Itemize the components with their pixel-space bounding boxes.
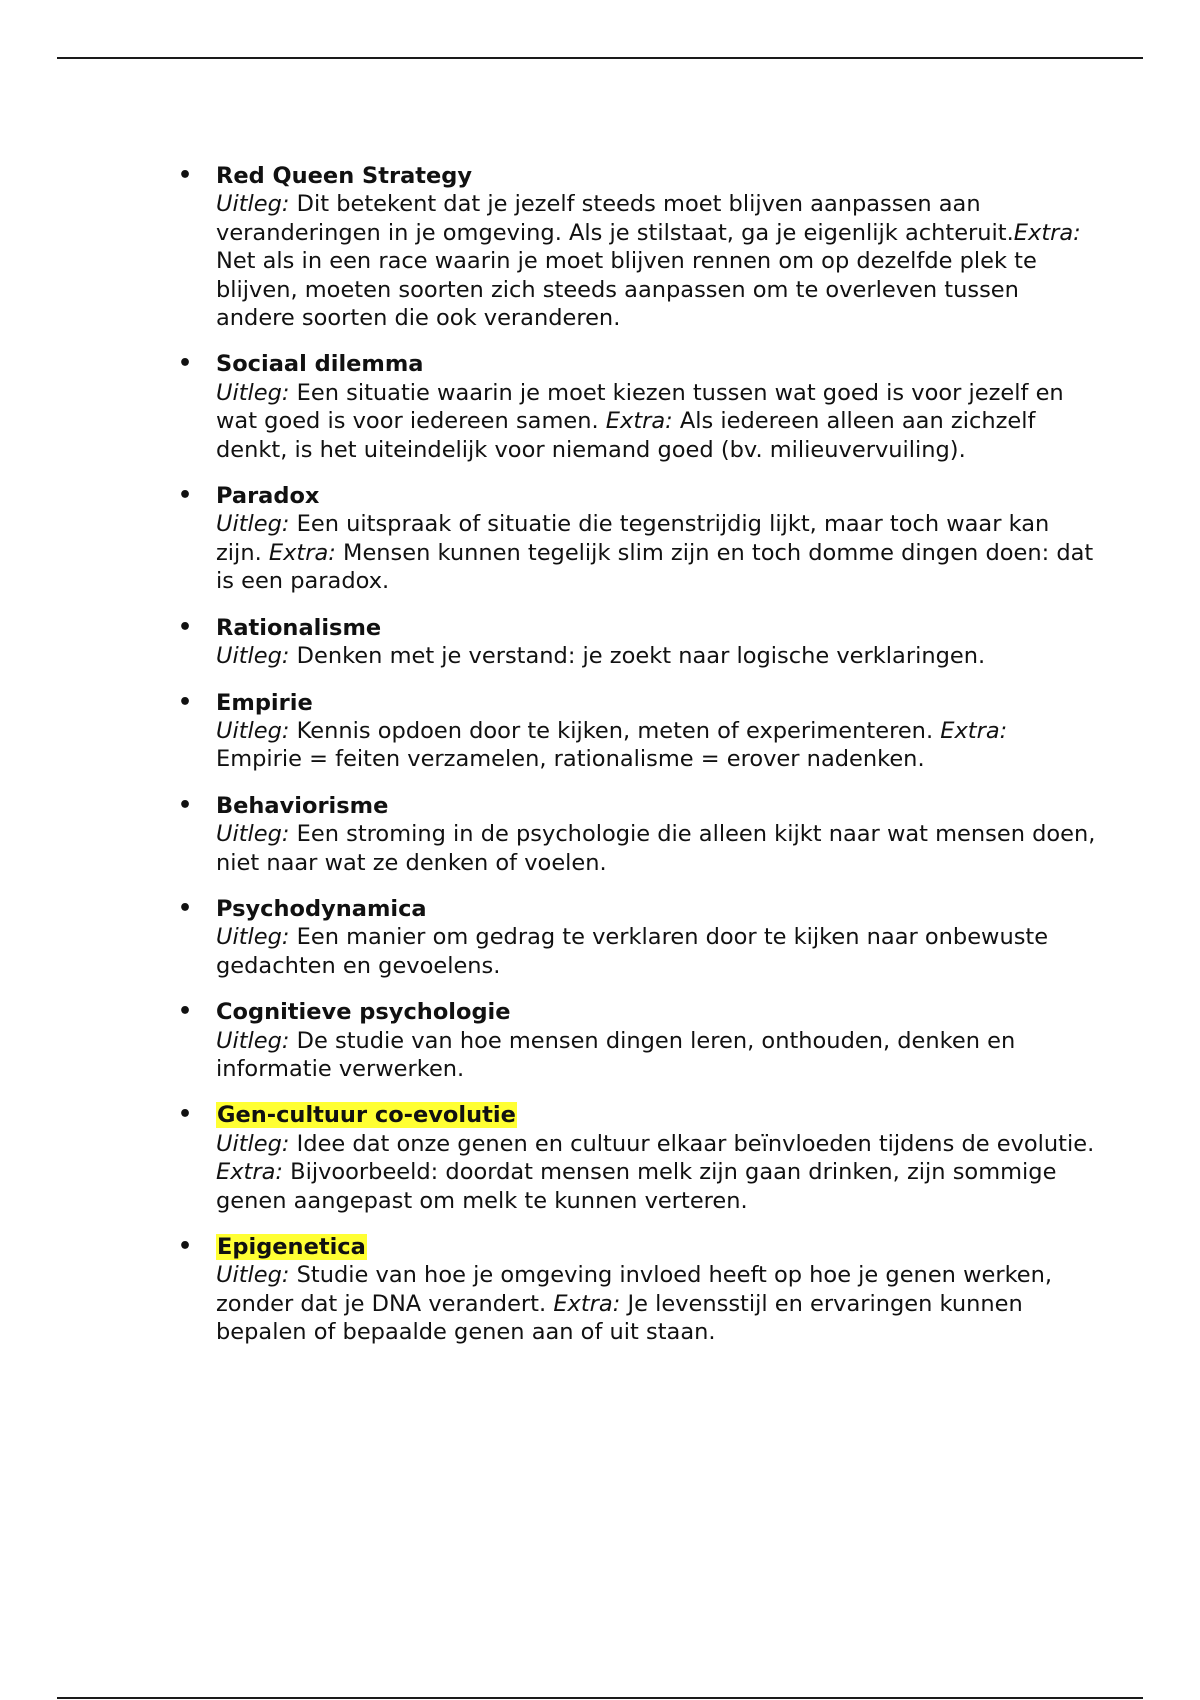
bullet-icon: • [178, 1234, 193, 1259]
uitleg-text: Studie van hoe je omgeving invloed heeft op hoe je genen werken, zonder dat je DNA verandert. [216, 1262, 1060, 1317]
uitleg-label: Uitleg: [216, 643, 290, 670]
header-rule [57, 57, 1143, 59]
bullet-icon: • [178, 163, 193, 188]
list-item [178, 162, 1096, 332]
extra-text: Net als in een race waarin je moet blijven rennen om op dezelfde plek te blijven, moeten soorten zich steeds aanpassen om te overleven tussen andere soorten die ook veranderen. [216, 219, 1088, 332]
extra-label: Extra: [553, 1290, 621, 1317]
term-heading: Empirie [216, 689, 313, 716]
uitleg-text: Een uitspraak of situatie die tegenstrijdig lijkt, maar toch waar kan zijn. [216, 511, 1057, 566]
bullet-icon: • [178, 689, 193, 715]
bullet-icon: • [178, 351, 193, 377]
list-item [178, 895, 1096, 980]
uitleg-label: Uitleg: [216, 1130, 290, 1157]
uitleg-text: Idee dat onze genen en cultuur elkaar beïnvloeden tijdens de evolutie. [289, 1130, 1102, 1157]
term-heading: Epigenetica [217, 1234, 366, 1260]
uitleg-text: Een manier om gedrag te verklaren door te kijken naar onbewuste gedachten en gevoelens. [216, 924, 1056, 979]
glossary-list [178, 162, 1103, 1365]
list-item [178, 482, 1101, 596]
term-heading: Cognitieve psychologie [216, 999, 511, 1026]
term-heading: Rationalisme [216, 614, 382, 641]
uitleg-text: Denken met je verstand: je zoekt naar logische verklaringen. [289, 643, 986, 670]
extra-text: Je levensstijl en ervaringen kunnen bepalen of bepaalde genen aan of uit staan. [216, 1290, 1030, 1346]
list-item [178, 792, 1103, 877]
uitleg-label: Uitleg: [216, 191, 290, 218]
extra-label: Extra: [605, 408, 673, 435]
list-item [178, 614, 1096, 671]
uitleg-text: Een situatie waarin je moet kiezen tussen wat goed is voor jezelf en wat goed is voor iedereen samen. [216, 379, 1071, 435]
term-heading: Red Queen Strategy [216, 163, 473, 189]
extra-label: Extra: [216, 1159, 283, 1186]
term-heading: Sociaal dilemma [216, 351, 424, 378]
bullet-icon: • [178, 483, 193, 509]
term-heading: Gen-cultuur co-evolutie [217, 1102, 516, 1129]
term-heading: Psychodynamica [216, 895, 427, 922]
bullet-icon: • [178, 1102, 193, 1128]
uitleg-text: Een stroming in de psychologie die alleen kijkt naar wat mensen doen, niet naar wat ze denken of voelen. [216, 821, 1103, 876]
list-item [178, 689, 1096, 774]
term-heading: Paradox [216, 483, 320, 510]
bullet-icon: • [178, 614, 193, 640]
extra-text: Mensen kunnen tegelijk slim zijn en toch domme dingen doen: dat is een paradox. [216, 539, 1101, 595]
uitleg-label: Uitleg: [216, 1262, 290, 1289]
uitleg-label: Uitleg: [216, 924, 290, 951]
list-item [178, 998, 1096, 1083]
uitleg-label: Uitleg: [216, 821, 290, 848]
extra-label: Extra: [1013, 219, 1081, 246]
uitleg-label: Uitleg: [216, 379, 290, 406]
bullet-icon: • [178, 792, 193, 818]
bullet-icon: • [178, 895, 193, 921]
extra-text: Als iedereen alleen aan zichzelf denkt, is het uiteindelijk voor niemand goed (bv. milieuvervuiling). [216, 408, 1043, 463]
uitleg-label: Uitleg: [216, 511, 290, 538]
uitleg-text: Kennis opdoen door te kijken, meten of experimenteren. [289, 717, 941, 744]
extra-text: Empirie = feiten verzamelen, rationalisme = erover nadenken. [216, 717, 1015, 773]
uitleg-label: Uitleg: [216, 1027, 290, 1054]
uitleg-text: De studie van hoe mensen dingen leren, onthouden, denken en informatie verwerken. [216, 1027, 1023, 1082]
extra-label: Extra: [268, 539, 336, 566]
extra-label: Extra: [940, 717, 1008, 744]
list-item [178, 350, 1096, 464]
extra-text: Bijvoorbeeld: doordat mensen melk zijn gaan drinken, zijn sommige genen aangepast om melk te kunnen verteren. [216, 1159, 1064, 1214]
footer-rule [57, 1697, 1143, 1699]
list-item [178, 1101, 1102, 1215]
uitleg-label: Uitleg: [216, 717, 290, 744]
bullet-icon: • [178, 999, 193, 1025]
term-heading: Behaviorisme [216, 792, 389, 819]
uitleg-text: Dit betekent dat je jezelf steeds moet blijven aanpassen aan veranderingen in je omgeving. Als je stilstaat, ga je eigenlijk achteruit. [216, 191, 1014, 246]
list-item [178, 1233, 1096, 1347]
